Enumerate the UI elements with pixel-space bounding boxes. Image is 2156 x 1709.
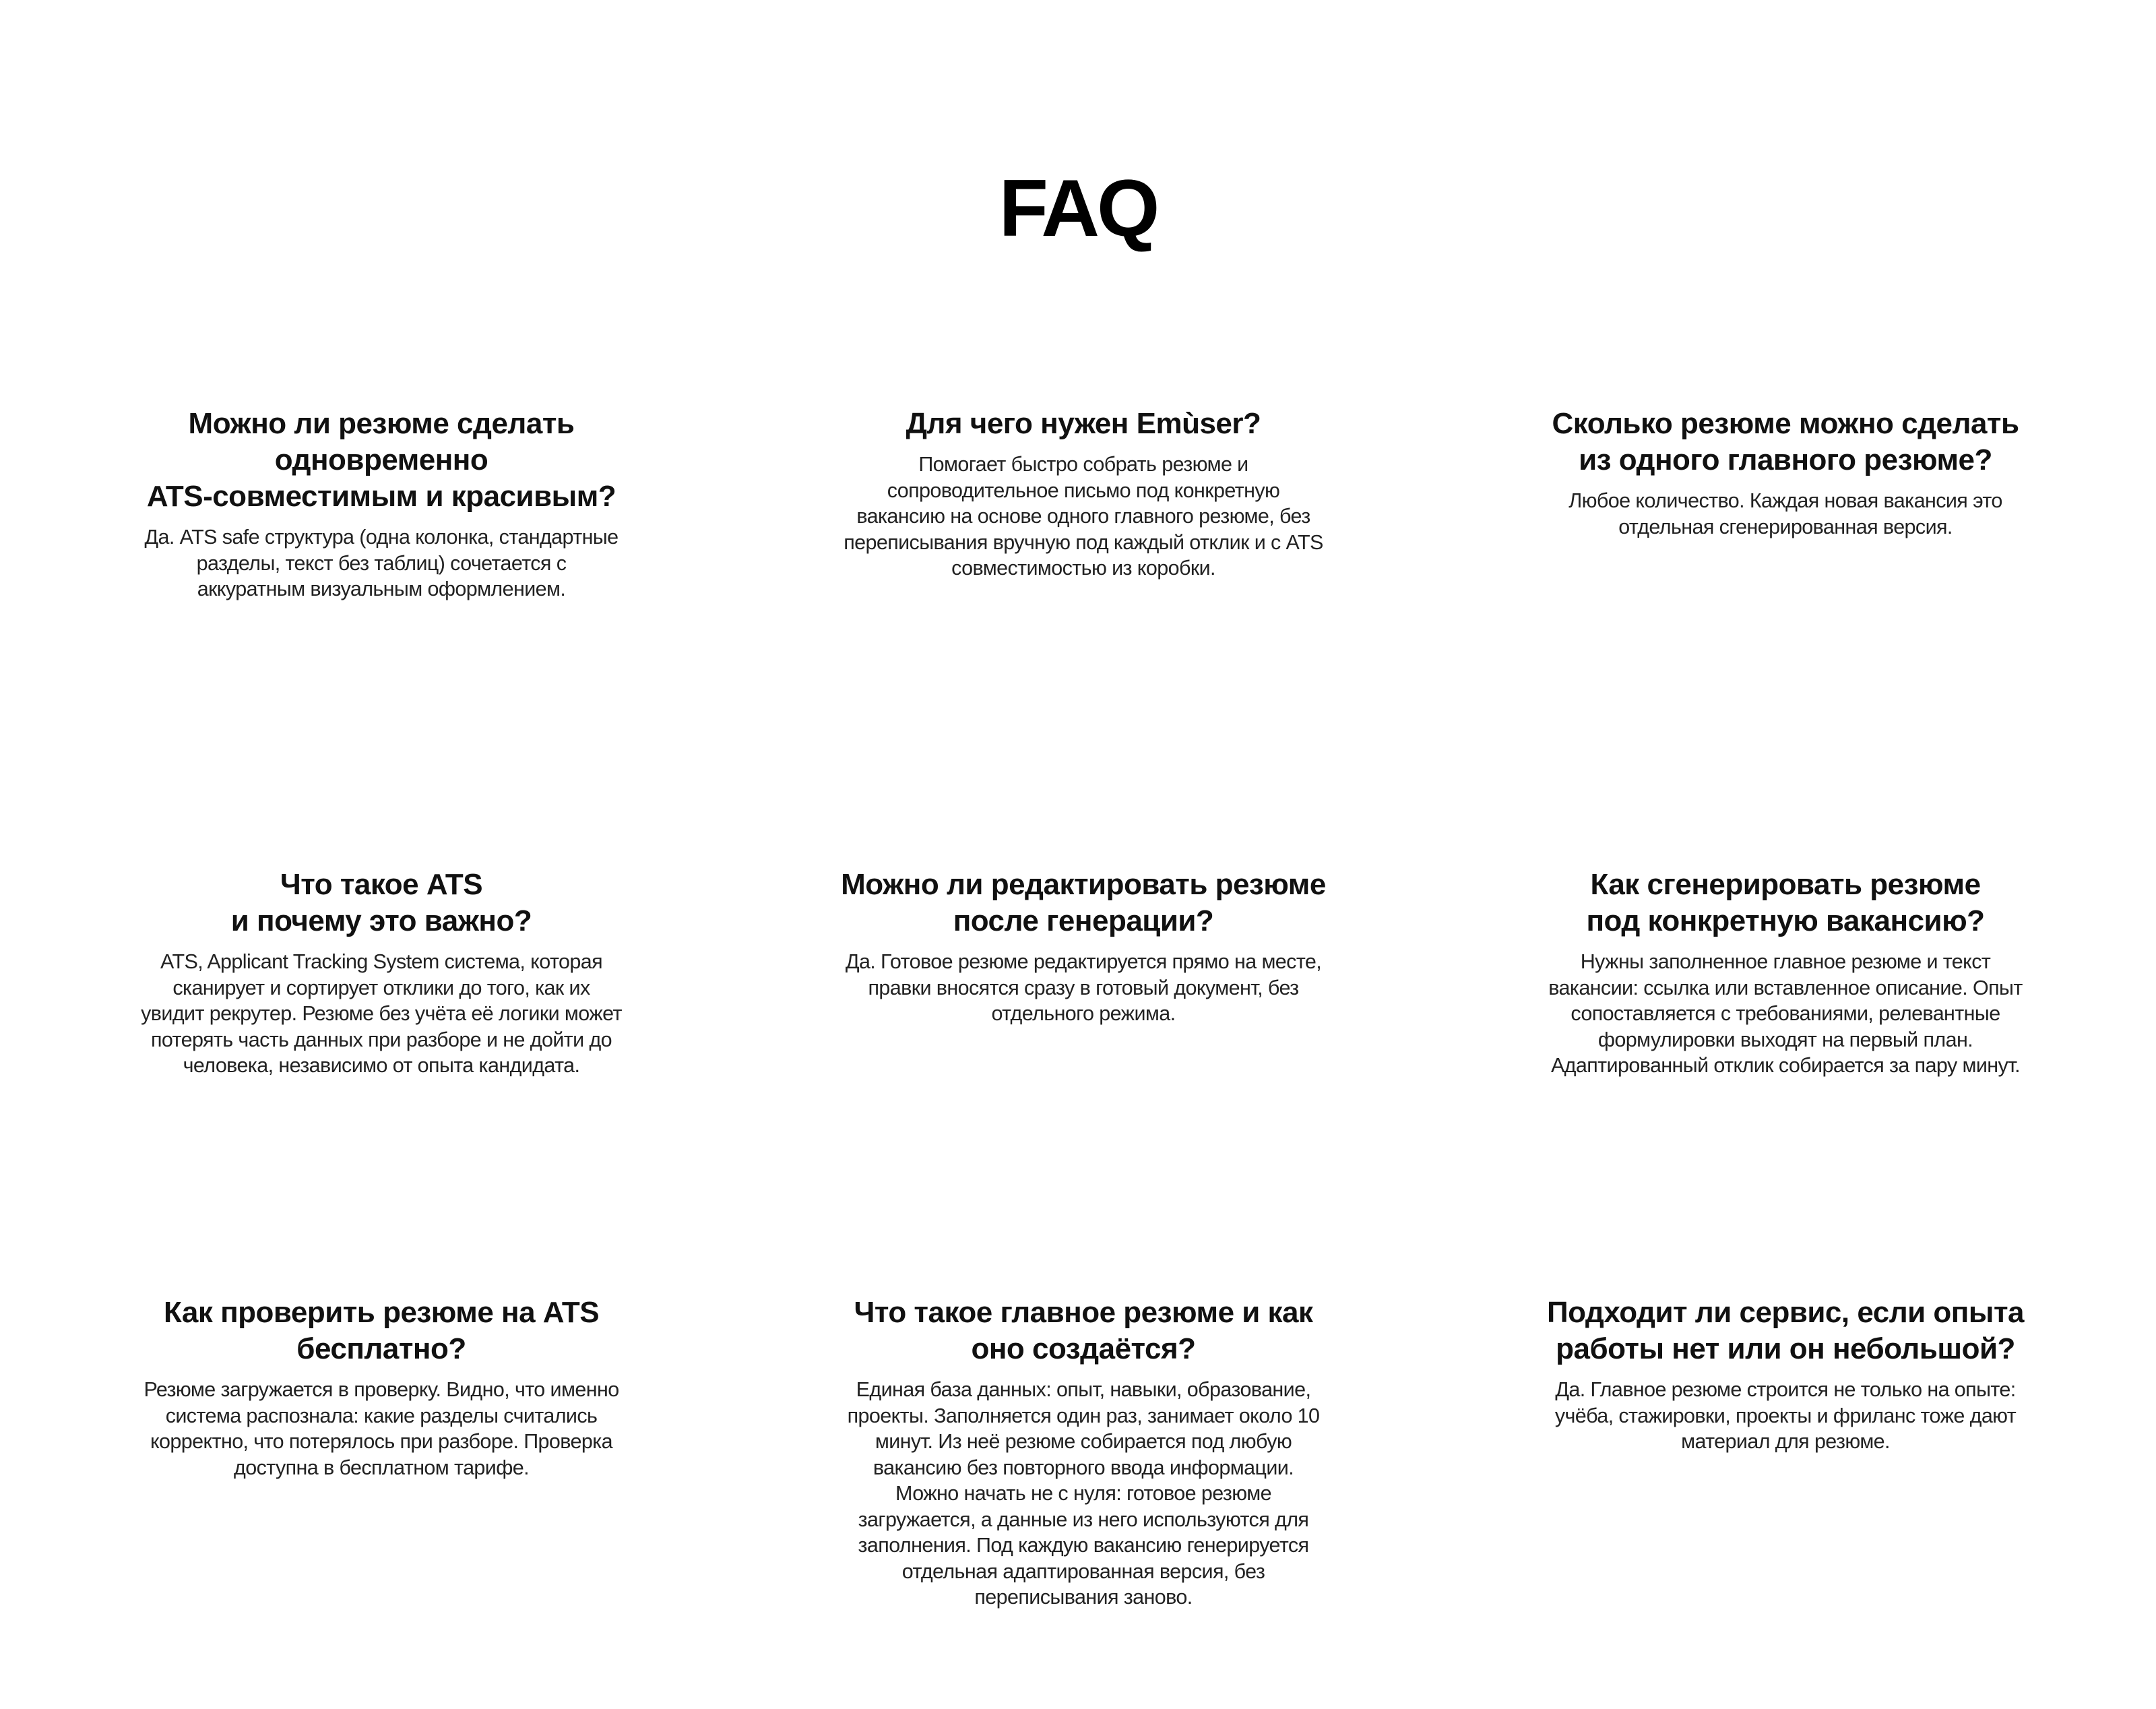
faq-question: Что такое главное резюме и как оно создаётся? [854,1296,1313,1365]
faq-question: Можно ли редактировать резюме после генерации? [841,868,1326,937]
faq-item-ats-beautiful [125,406,637,602]
faq-question: Для чего нужен Emùser? [906,407,1261,440]
faq-answer: Любое количество. Каждая новая вакансия это отдельная сгенерированная версия. [1568,489,2002,538]
faq-answer: Да. Готовое резюме редактируется прямо на месте, правки вносятся сразу в готовый документ, без отдельного режима. [845,950,1322,1025]
faq-answer: Помогает быстро собрать резюме и сопроводительное письмо под конкретную вакансию на основе одного главного резюме, без переписывания вручную под каждый отклик и с ATS совместимостью из коробки. [844,453,1323,580]
faq-answer: Нужны заполненное главное резюме и текст вакансии: ссылка или вставленное описание. Опыт сопоставляется с требованиями, релевантные формулировки выходят на первый план. Адаптированный отклик собирается за пару минут. [1548,950,2023,1077]
faq-item-what-for [827,406,1339,582]
page-title: FAQ [998,163,1158,253]
faq-question: Можно ли резюме сделать одновременно ATS-совместимым и красивым? [146,407,616,513]
faq-item-how-many [1529,406,2041,540]
faq-item-what-is-ats [125,867,637,1079]
faq-item-main-resume [827,1295,1339,1611]
faq-item-generate-for-vacancy [1529,867,2041,1079]
faq-answer: ATS, Applicant Tracking System система, которая сканирует и сортирует отклики до того, как их увидит рекрутер. Резюме без учёта её логики может потерять часть данных при разборе и не дойти до человека, независимо от опыта кандидата. [141,950,622,1077]
faq-question: Подходит ли сервис, если опыта работы нет или он небольшой? [1547,1296,2024,1365]
faq-item-check-ats-free [125,1295,637,1481]
faq-answer: Резюме загружается в проверку. Видно, что именно система распознала: какие разделы считались корректно, что потерялось при разборе. Проверка доступна в бесплатном тарифе. [144,1378,619,1479]
faq-question: Как проверить резюме на ATS бесплатно? [163,1296,600,1365]
faq-item-edit-after [827,867,1339,1027]
faq-question: Как сгенерировать резюме под конкретную вакансию? [1586,868,1985,937]
faq-answer: Да. Главное резюме строится не только на опыте: учёба, стажировки, проекты и фриланс тоже дают материал для резюме. [1554,1378,2017,1453]
faq-answer: Да. ATS safe структура (одна колонка, стандартные разделы, текст без таблиц) сочетается с аккуратным визуальным оформлением. [144,526,619,600]
faq-question: Сколько резюме можно сделать из одного главного резюме? [1552,407,2019,476]
faq-question: Что такое ATS и почему это важно? [230,868,532,937]
faq-answer: Единая база данных: опыт, навыки, образование, проекты. Заполняется один раз, занимает около 10 минут. Из неё резюме собирается под любую вакансию без повторного ввода информации. Можно начать не с нуля: готовое резюме загружается, а данные из него используются для заполнения. Под каждую вакансию генерируется отдельная адаптированная версия, без переписывания заново. [847,1378,1320,1609]
faq-item-no-experience [1529,1295,2041,1455]
